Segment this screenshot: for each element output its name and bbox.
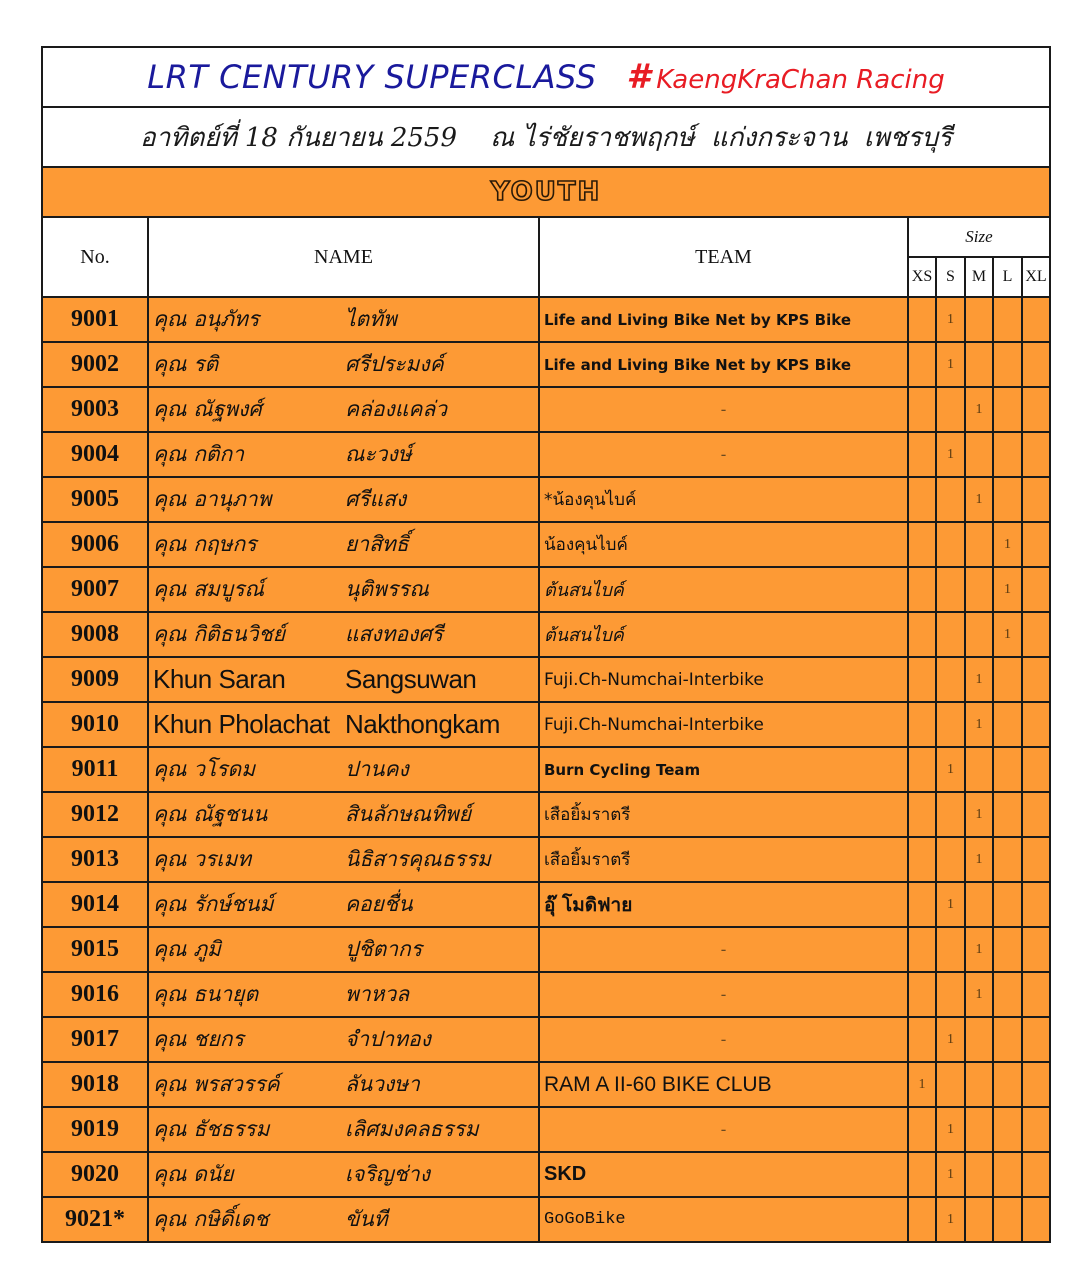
first-name: Khun Saran [153, 664, 286, 694]
team-name: - [539, 432, 908, 477]
first-name: คุณ สมบูรณ์ [153, 577, 264, 601]
size-cell-s: 1 [936, 1017, 965, 1062]
team-name: - [539, 972, 908, 1017]
size-cell-xs [908, 612, 936, 657]
size-cell-s: 1 [936, 747, 965, 792]
team-name: RAM A II-60 BIKE CLUB [539, 1062, 908, 1107]
size-cell-xl [1022, 1017, 1049, 1062]
size-cell-m: 1 [965, 657, 993, 702]
last-name: สินลักษณทิพย์ [345, 802, 472, 826]
size-cell-s [936, 837, 965, 882]
bib-number: 9014 [43, 882, 148, 927]
event-title: LRT CENTURY SUPERCLASS [147, 58, 597, 96]
last-name: ปูชิตากร [345, 937, 423, 961]
first-name: คุณ กฤษกร [153, 532, 257, 556]
size-cell-xs [908, 792, 936, 837]
size-cell-l [993, 747, 1022, 792]
size-cell-xl [1022, 657, 1049, 702]
table-row [43, 297, 1049, 342]
team-name: SKD [539, 1152, 908, 1197]
size-cell-xs [908, 1197, 936, 1241]
size-cell-l [993, 477, 1022, 522]
last-name: ปานคง [345, 757, 409, 781]
size-cell-l [993, 1197, 1022, 1241]
first-name: คุณ ชยกร [153, 1027, 244, 1051]
size-cell-m [965, 567, 993, 612]
size-cell-l [993, 1062, 1022, 1107]
size-cell-xl [1022, 792, 1049, 837]
size-cell-xs [908, 522, 936, 567]
bib-number: 9011 [43, 747, 148, 792]
table-row [43, 1107, 1049, 1152]
last-name: แสงทองศรี [345, 622, 443, 646]
bib-number: 9001 [43, 297, 148, 342]
participant-name [148, 792, 539, 837]
first-name: คุณ รติ [153, 352, 219, 376]
last-name: ลันวงษา [345, 1072, 420, 1096]
size-cell-xl [1022, 612, 1049, 657]
event-date-location [43, 108, 1049, 168]
table-row [43, 1062, 1049, 1107]
size-cell-xs [908, 747, 936, 792]
size-cell-s: 1 [936, 342, 965, 387]
last-name: เจริญช่าง [345, 1162, 430, 1186]
participant-name [148, 567, 539, 612]
size-cell-xl [1022, 972, 1049, 1017]
size-cell-l [993, 1152, 1022, 1197]
size-cell-xl [1022, 1107, 1049, 1152]
first-name: คุณ ภูมิ [153, 937, 221, 961]
size-cell-xs [908, 387, 936, 432]
size-cell-s [936, 612, 965, 657]
participant-name [148, 1152, 539, 1197]
size-cell-l [993, 657, 1022, 702]
first-name: คุณ วโรดม [153, 757, 256, 781]
table-row [43, 612, 1049, 657]
participants-body [43, 297, 1049, 1241]
team-name: Life and Living Bike Net by KPS Bike [539, 297, 908, 342]
size-cell-m: 1 [965, 972, 993, 1017]
size-cell-s: 1 [936, 297, 965, 342]
first-name: คุณ รักษ์ชนม์ [153, 892, 274, 916]
first-name: คุณ ณัฐพงศ์ [153, 397, 262, 421]
participant-name [148, 657, 539, 702]
size-cell-xl [1022, 837, 1049, 882]
size-cell-xs [908, 837, 936, 882]
bib-number: 9021* [43, 1197, 148, 1241]
team-name: เสือยิ้มราตรี [539, 837, 908, 882]
column-header-s: S [936, 257, 965, 297]
table-row [43, 1152, 1049, 1197]
size-cell-xs [908, 927, 936, 972]
size-cell-s [936, 702, 965, 747]
team-name: เสือยิ้มราตรี [539, 792, 908, 837]
size-cell-xl [1022, 297, 1049, 342]
table-row [43, 477, 1049, 522]
size-cell-m [965, 1017, 993, 1062]
last-name: พาหวล [345, 982, 410, 1006]
size-cell-xs [908, 702, 936, 747]
size-cell-xs [908, 882, 936, 927]
size-cell-m: 1 [965, 927, 993, 972]
size-cell-xl [1022, 702, 1049, 747]
participants-table [43, 218, 1049, 1241]
first-name: คุณ ดนัย [153, 1162, 234, 1186]
size-cell-s [936, 567, 965, 612]
table-row [43, 837, 1049, 882]
bib-number: 9003 [43, 387, 148, 432]
size-cell-xs [908, 432, 936, 477]
size-cell-l [993, 1017, 1022, 1062]
column-header-m: M [965, 257, 993, 297]
brand-name: KaengKraChan Racing [656, 65, 945, 95]
column-header-xs: XS [908, 257, 936, 297]
size-cell-xs [908, 297, 936, 342]
size-cell-s [936, 972, 965, 1017]
size-cell-xl [1022, 747, 1049, 792]
team-name: *น้องคุนไบค์ [539, 477, 908, 522]
first-name: คุณ กติกา [153, 442, 245, 466]
size-cell-m [965, 522, 993, 567]
size-cell-l [993, 432, 1022, 477]
size-cell-l [993, 702, 1022, 747]
participant-name [148, 972, 539, 1017]
team-name: - [539, 927, 908, 972]
bib-number: 9002 [43, 342, 148, 387]
team-name: Fuji.Ch-Numchai-Interbike [539, 702, 908, 747]
size-cell-xs [908, 567, 936, 612]
participant-name [148, 1197, 539, 1241]
table-row [43, 657, 1049, 702]
size-cell-m: 1 [965, 837, 993, 882]
hash-icon: # [626, 57, 651, 97]
size-cell-l [993, 342, 1022, 387]
title-row [43, 48, 1049, 108]
size-cell-s [936, 522, 965, 567]
last-name: นุติพรรณ [345, 577, 429, 601]
team-name: Life and Living Bike Net by KPS Bike [539, 342, 908, 387]
size-cell-l [993, 837, 1022, 882]
team-name: - [539, 1107, 908, 1152]
bib-number: 9004 [43, 432, 148, 477]
first-name: คุณ วรเมท [153, 847, 252, 871]
participant-name [148, 387, 539, 432]
first-name: คุณ ณัฐชนน [153, 802, 268, 826]
size-cell-l: 1 [993, 567, 1022, 612]
participant-name [148, 702, 539, 747]
team-name: - [539, 1017, 908, 1062]
first-name: คุณ กษิดิ์เดช [153, 1207, 269, 1231]
bib-number: 9020 [43, 1152, 148, 1197]
section-header [43, 168, 1049, 218]
last-name: Sangsuwan [345, 664, 477, 694]
size-cell-xs [908, 1107, 936, 1152]
participant-name [148, 477, 539, 522]
column-header-xl: XL [1022, 257, 1049, 297]
size-cell-xs [908, 657, 936, 702]
first-name: คุณ ธัชธรรม [153, 1117, 270, 1141]
first-name: คุณ อานุภาพ [153, 487, 272, 511]
team-name: น้องคุนไบค์ [539, 522, 908, 567]
last-name: จำปาทอง [345, 1027, 431, 1051]
size-cell-m [965, 1107, 993, 1152]
size-cell-l: 1 [993, 522, 1022, 567]
size-cell-m [965, 882, 993, 927]
bib-number: 9018 [43, 1062, 148, 1107]
team-name: ต้นสนไบค์ [539, 567, 908, 612]
size-cell-xl [1022, 477, 1049, 522]
size-cell-s: 1 [936, 1152, 965, 1197]
participant-name [148, 927, 539, 972]
size-cell-xs [908, 477, 936, 522]
last-name: ไตทัพ [345, 307, 397, 331]
last-name: คล่องแคล่ว [345, 397, 448, 421]
last-name: ขันที [345, 1207, 388, 1231]
size-cell-l [993, 927, 1022, 972]
bib-number: 9012 [43, 792, 148, 837]
size-cell-m [965, 1197, 993, 1241]
size-cell-xs: 1 [908, 1062, 936, 1107]
participant-name [148, 342, 539, 387]
size-cell-s [936, 1062, 965, 1107]
team-name: ต้นสนไบค์ [539, 612, 908, 657]
team-name: Burn Cycling Team [539, 747, 908, 792]
table-row [43, 387, 1049, 432]
table-row [43, 567, 1049, 612]
table-row [43, 972, 1049, 1017]
column-header-no: No. [43, 218, 148, 297]
participant-name [148, 432, 539, 477]
participant-name [148, 882, 539, 927]
bib-number: 9005 [43, 477, 148, 522]
table-row [43, 702, 1049, 747]
bib-number: 9009 [43, 657, 148, 702]
table-row [43, 882, 1049, 927]
size-cell-s: 1 [936, 1197, 965, 1241]
table-row [43, 522, 1049, 567]
bib-number: 9007 [43, 567, 148, 612]
size-cell-l: 1 [993, 612, 1022, 657]
table-row [43, 432, 1049, 477]
bib-number: 9015 [43, 927, 148, 972]
size-cell-m: 1 [965, 387, 993, 432]
section-label: YOUTH [490, 177, 602, 207]
last-name: นิธิสารคุณธรรม [345, 847, 491, 871]
team-name: Fuji.Ch-Numchai-Interbike [539, 657, 908, 702]
size-cell-xl [1022, 882, 1049, 927]
size-cell-s [936, 477, 965, 522]
team-name: GoGoBike [539, 1197, 908, 1241]
size-cell-l [993, 792, 1022, 837]
size-cell-xs [908, 972, 936, 1017]
participant-name [148, 837, 539, 882]
bib-number: 9019 [43, 1107, 148, 1152]
last-name: ศรีแสง [345, 487, 407, 511]
team-name: - [539, 387, 908, 432]
size-cell-m [965, 1062, 993, 1107]
bib-number: 9008 [43, 612, 148, 657]
table-row [43, 1017, 1049, 1062]
last-name: คอยชื่น [345, 892, 413, 916]
bib-number: 9013 [43, 837, 148, 882]
first-name: Khun Pholachat [153, 709, 330, 739]
size-cell-xs [908, 1152, 936, 1197]
size-cell-m [965, 297, 993, 342]
column-header-name: NAME [148, 218, 539, 297]
size-cell-s [936, 387, 965, 432]
size-cell-m [965, 432, 993, 477]
size-cell-xl [1022, 387, 1049, 432]
size-cell-xl [1022, 1197, 1049, 1241]
participant-name [148, 522, 539, 567]
first-name: คุณ อนุภัทร [153, 307, 260, 331]
size-cell-xl [1022, 927, 1049, 972]
size-cell-l [993, 297, 1022, 342]
registration-sheet [41, 46, 1051, 1243]
bib-number: 9016 [43, 972, 148, 1017]
first-name: คุณ พรสวรรค์ [153, 1072, 280, 1096]
table-row [43, 927, 1049, 972]
team-name: อุ๊ โมดิฟาย [539, 882, 908, 927]
size-cell-xl [1022, 567, 1049, 612]
size-cell-m [965, 342, 993, 387]
size-cell-s [936, 792, 965, 837]
column-header-team: TEAM [539, 218, 908, 297]
size-cell-s: 1 [936, 1107, 965, 1152]
size-cell-s [936, 927, 965, 972]
participant-name [148, 1017, 539, 1062]
bib-number: 9006 [43, 522, 148, 567]
size-cell-xs [908, 1017, 936, 1062]
size-cell-m [965, 747, 993, 792]
first-name: คุณ ธนายุต [153, 982, 259, 1006]
size-cell-m: 1 [965, 702, 993, 747]
size-cell-l [993, 972, 1022, 1017]
participant-name [148, 612, 539, 657]
size-cell-l [993, 387, 1022, 432]
participant-name [148, 1107, 539, 1152]
bib-number: 9010 [43, 702, 148, 747]
last-name: Nakthongkam [345, 709, 500, 739]
size-cell-m: 1 [965, 477, 993, 522]
size-cell-xl [1022, 342, 1049, 387]
last-name: ยาสิทธิ์ [345, 532, 409, 556]
participant-name [148, 747, 539, 792]
column-header-size: Size [908, 218, 1049, 257]
size-cell-m [965, 1152, 993, 1197]
brand-tag [627, 57, 945, 97]
participant-name [148, 297, 539, 342]
size-cell-s [936, 657, 965, 702]
last-name: ณะวงษ์ [345, 442, 412, 466]
event-line: อาทิตย์ที่ 18 กันยายน 2559 ณ ไร่ชัยราชพฤกษ์ แก่งกระจาน เพชรบุรี [140, 122, 952, 153]
size-cell-xl [1022, 1152, 1049, 1197]
table-row [43, 1197, 1049, 1241]
table-row [43, 342, 1049, 387]
size-cell-s: 1 [936, 882, 965, 927]
first-name: คุณ กิติธนวิชย์ [153, 622, 286, 646]
size-cell-l [993, 882, 1022, 927]
last-name: เลิศมงคลธรรม [345, 1117, 479, 1141]
size-cell-xl [1022, 522, 1049, 567]
size-cell-xl [1022, 432, 1049, 477]
participant-name [148, 1062, 539, 1107]
size-cell-l [993, 1107, 1022, 1152]
column-header-l: L [993, 257, 1022, 297]
size-cell-m [965, 612, 993, 657]
table-row [43, 792, 1049, 837]
table-row [43, 747, 1049, 792]
size-cell-s: 1 [936, 432, 965, 477]
size-cell-xl [1022, 1062, 1049, 1107]
size-cell-xs [908, 342, 936, 387]
bib-number: 9017 [43, 1017, 148, 1062]
size-cell-m: 1 [965, 792, 993, 837]
last-name: ศรีประมงค์ [345, 352, 444, 376]
